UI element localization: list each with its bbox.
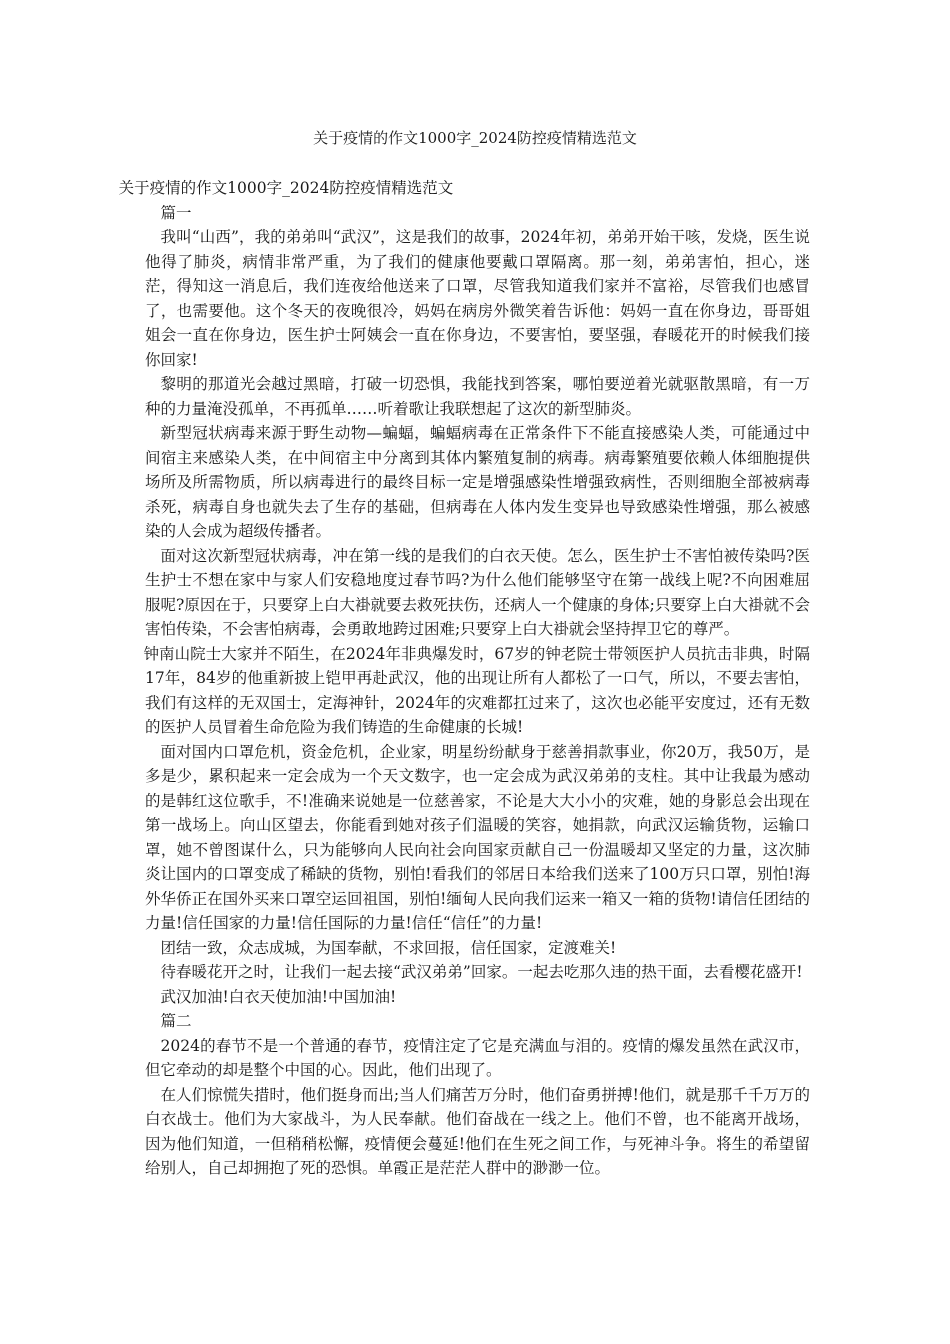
paragraph: 黎明的那道光会越过黑暗，打破一切恐惧，我能找到答案，哪怕要逆着光就驱散黑暗，有一万种的力量淹没孤单，不再孤单……听着歌让我联想起了这次的新型肺炎。 — [145, 375, 810, 418]
document-body — [118, 176, 810, 1181]
paragraph: 新型冠状病毒来源于野生动物—蝙蝠，蝙蝠病毒在正常条件下不能直接感染人类，可能通过中间宿主来感染人类，在中间宿主中分离到其体内繁殖复制的病毒。病毒繁殖要依赖人体细胞提供场所及所需物质，所以病毒进行的最终目标一定是增强感染性增强致病性，否则细胞全部被病毒杀死，病毒自身也就失去了生存的基础，但病毒在人体内发生变异也导致感染性增强，那么被感染的人会成为超级传播者。 — [145, 424, 810, 540]
paragraph: 我叫“山西”，我的弟弟叫“武汉”，这是我们的故事，2024年初，弟弟开始干咳，发烧，医生说他得了肺炎，病情非常严重，为了我们的健康他要戴口罩隔离。那一刻，弟弟害怕，担心，迷茫，得知这一消息后，我们连夜给他送来了口罩，尽管我知道我们家并不富裕，尽管我们也感冒了，也需要他。这个冬天的夜晚很冷，妈妈在病房外微笑着告诉他：妈妈一直在你身边，哥哥姐姐会一直在你身边，医生护士阿姨会一直在你身边，不要害怕，要坚强，春暖花开的时候我们接你回家! — [145, 228, 810, 369]
paragraph: 待春暖花开之时，让我们一起去接“武汉弟弟”回家。一起去吃那久违的热干面，去看樱花盛开! — [160, 963, 803, 981]
section-label-1: 篇一 — [160, 203, 192, 222]
page-title: 关于疫情的作文1000字_2024防控疫情精选范文 — [313, 129, 637, 147]
paragraph: 团结一致，众志成城，为国奉献，不求回报，信任国家，定渡难关! — [160, 938, 617, 957]
paragraph: 钟南山院士大家并不陌生，在2024年非典爆发时，67岁的钟老院士带领医护人员抗击非典，时隔17年，84岁的他重新披上铠甲再赴武汉，他的出现让所有人都松了一口气，所以，不要去害怕，我们有这样的无双国士，定海神针，2024年的灾难都扛过来了，这次也必能平安度过，还有无数的医护人员冒着生命危险为我们铸造的生命健康的长城! — [143, 644, 810, 736]
section-label-2: 篇二 — [160, 1012, 192, 1030]
paragraph: 武汉加油!白衣天使加油!中国加油! — [160, 987, 397, 1006]
paragraph: 面对这次新型冠状病毒，冲在第一线的是我们的白衣天使。怎么，医生护士不害怕被传染吗?医生护士不想在家中与家人们安稳地度过春节吗?为什么他们能够坚守在第一战线上呢?不向困难屈服呢?原因在于，只要穿上白大褂就要去救死扶伤，还病人一个健康的身体;只要穿上白大褂就不会害怕传染，不会害怕病毒，会勇敢地跨过困难;只要穿上白大褂就会坚持捍卫它的尊严。 — [145, 546, 810, 638]
paragraph: 在人们惊慌失措时，他们挺身而出;当人们痛苦万分时，他们奋勇拼搏!他们，就是那千千万万的白衣战士。他们为大家战斗，为人民奉献。他们奋战在一线之上。他们不曾，也不能离开战场，因为他们知道，一但稍稍松懈，疫情便会蔓延!他们在生死之间工作，与死神斗争。将生的希望留给别人，自己却拥抱了死的恐惧。单霞正是茫茫人群中的渺渺一位。 — [145, 1085, 810, 1177]
document-heading: 关于疫情的作文1000字_2024防控疫情精选范文 — [118, 179, 454, 197]
paragraph: 面对国内口罩危机，资金危机，企业家，明星纷纷献身于慈善捐款事业，你20万，我50万，是多是少，累积起来一定会成为一个天文数字，也一定会成为武汉弟弟的支柱。其中让我最为感动的是韩红这位歌手，不!准确来说她是一位慈善家，不论是大大小小的灾难，她的身影总会出现在第一战场上。向山区望去，你能看到她对孩子们温暖的笑容，她捐款，向武汉运输货物，运输口罩，她不曾图谋什么，只为能够向人民向社会向国家贡献自己一份温暖却又坚定的力量，这次肺炎让国内的口罩变成了稀缺的货物，别怕!看我们的邻居日本给我们送来了100万只口罩，别怕!海外华侨正在国外买来口罩空运回祖国，别怕!缅甸人民向我们运来一箱又一箱的货物!请信任团结的力量!信任国家的力量!信任国际的力量!信任“信任”的力量! — [145, 742, 810, 932]
paragraph: 2024的春节不是一个普通的春节，疫情注定了它是充满血与泪的。疫情的爆发虽然在武汉市，但它牵动的却是整个中国的心。因此，他们出现了。 — [145, 1036, 810, 1079]
